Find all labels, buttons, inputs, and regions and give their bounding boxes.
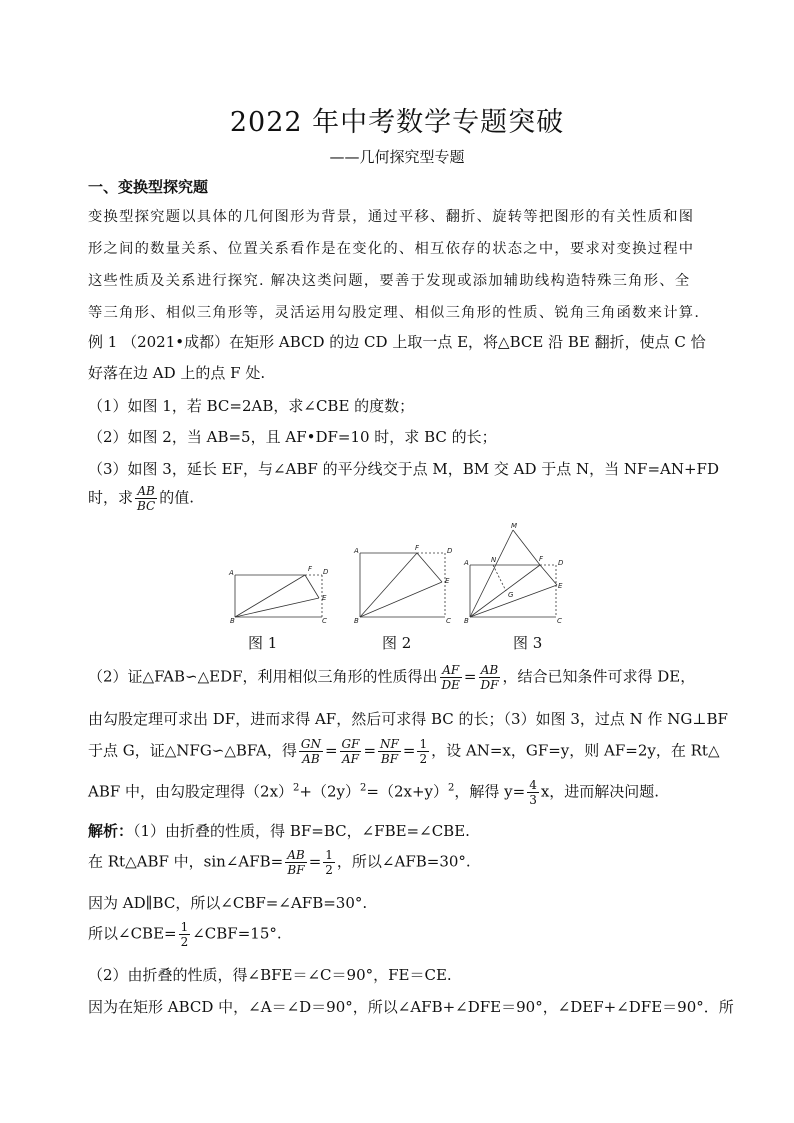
solution-line-1 xyxy=(88,820,470,841)
one-half-fraction xyxy=(323,848,335,877)
section-heading: 一、变换型探究题 xyxy=(88,178,209,196)
figure-2-caption: 图 2 xyxy=(382,634,412,652)
hint-text: 于点 G，证△NFG∽△BFA，得 xyxy=(88,741,297,760)
nf-over-bf-fraction xyxy=(378,737,401,766)
figure-3-caption: 图 3 xyxy=(513,634,543,652)
ab-over-df-fraction xyxy=(479,663,501,692)
page-title: 2022 年中考数学专题突破 xyxy=(229,107,565,138)
fig3-label-b: B xyxy=(464,617,469,625)
hint-text: ，结合已知条件可求得 DE， xyxy=(502,667,696,686)
q3-prefix: 时，求 xyxy=(88,488,134,507)
solution-line-3: 因为 AD∥BC，所以∠CBF=∠AFB=30°. xyxy=(88,894,368,912)
fraction-numerator: NF xyxy=(380,737,399,751)
solution-text: ∠CBF=15°. xyxy=(192,924,282,943)
ab-over-bf-fraction xyxy=(285,848,306,877)
equals-sign: = xyxy=(363,741,377,760)
figure-3 xyxy=(463,522,564,625)
gf-over-af-fraction xyxy=(340,737,362,766)
question-3-line-1: （3）如图 3，延长 EF，与∠ABF 的平分线交于点 M，BM 交 AD 于点 N，当 NF=AN+FD xyxy=(88,460,719,478)
fraction-denominator: BC xyxy=(137,499,156,513)
fraction-numerator: AB xyxy=(287,848,305,862)
fraction-denominator: 2 xyxy=(419,752,428,766)
fraction-denominator: 2 xyxy=(180,935,189,949)
hint-text: +（2y） xyxy=(299,782,361,801)
fraction-denominator: AF xyxy=(342,752,359,766)
hint-line-1 xyxy=(88,663,695,692)
ab-over-bc-fraction xyxy=(135,484,157,513)
fraction-numerator: GN xyxy=(300,737,321,751)
fig1-label-e: E xyxy=(322,594,327,602)
hint-text: =（2x+y） xyxy=(366,782,449,801)
fraction-denominator: 2 xyxy=(325,863,333,877)
intro-line-1: 变换型探究题以具体的几何图形为背景，通过平移、翻折、旋转等把图形的有关性质和图 xyxy=(88,209,695,225)
equals-sign: = xyxy=(402,741,416,760)
hint-line-4 xyxy=(88,778,659,807)
fig2-label-c: C xyxy=(446,617,451,625)
solution-text: 所以∠CBE= xyxy=(88,924,177,943)
hint-line-2: 由勾股定理可求出 DF，进而求得 AF，然后可求得 BC 的长；（3）如图 3，过点 N 作 NG⊥BF xyxy=(88,710,728,728)
example-line-2: 好落在边 AD 上的点 F 处. xyxy=(88,364,266,382)
one-half-fraction xyxy=(417,737,429,766)
fig3-label-m: M xyxy=(511,522,518,530)
fig2-label-b: B xyxy=(354,617,359,625)
fraction-numerator: AB xyxy=(135,484,157,499)
solution-line-5: （2）由折叠的性质，得∠BFE＝∠C＝90°，FE＝CE. xyxy=(88,966,452,984)
gn-over-ab-fraction xyxy=(299,737,323,766)
solution-label: 解析： xyxy=(88,822,134,840)
fig1-label-d: D xyxy=(323,568,329,576)
af-over-de-fraction xyxy=(440,663,462,692)
exponent: 2 xyxy=(360,782,367,794)
fraction-denominator: BF xyxy=(287,863,305,877)
equals-sign: = xyxy=(324,741,338,760)
solution-text: 在 Rt△ABF 中，sin∠AFB= xyxy=(88,852,284,871)
fig2-label-a: A xyxy=(354,547,359,555)
hint-line-3 xyxy=(88,737,720,766)
fig2-label-f: F xyxy=(415,544,420,552)
solution-line-2 xyxy=(88,848,471,877)
question-3-line-2 xyxy=(88,484,194,513)
fig3-label-g: G xyxy=(508,591,514,599)
fraction-numerator: 1 xyxy=(325,848,333,862)
fig1-label-a: A xyxy=(229,569,234,577)
fig1-label-f: F xyxy=(308,565,313,573)
example-line-1: 例 1 （2021•成都）在矩形 ABCD 的边 CD 上取一点 E，将△BCE 沿 BE 翻折，使点 C 恰 xyxy=(88,333,706,351)
hint-text: ABF 中，由勾股定理得（2x） xyxy=(88,782,294,801)
equals-sign: = xyxy=(308,852,322,871)
solution-text: （1）由折叠的性质，得 BF=BC，∠FBE=∠CBE. xyxy=(133,822,470,840)
q3-suffix: 的值. xyxy=(159,488,195,507)
solution-line-6: 因为在矩形 ABCD 中，∠A＝∠D＝90°，所以∠AFB+∠DFE＝90°，∠DEF+∠DFE＝90°．所 xyxy=(88,998,734,1016)
fraction-numerator: AF xyxy=(440,663,462,678)
fig3-label-f: F xyxy=(539,555,544,563)
hint-text: ，设 AN=x，GF=y，则 AF=2y，在 Rt△ xyxy=(431,741,720,760)
fraction-denominator: AB xyxy=(302,752,320,766)
figure-2 xyxy=(353,544,453,625)
hint-text: （2）证△FAB∽△EDF，利用相似三角形的性质得出 xyxy=(88,667,438,686)
hint-text: x，进而解决问题. xyxy=(540,782,660,801)
exponent: 2 xyxy=(448,782,455,794)
intro-line-4: 等三角形、相似三角形等，灵活运用勾股定理、相似三角形的性质、锐角三角函数来计算. xyxy=(88,305,701,321)
figure-1 xyxy=(228,565,329,625)
fig1-label-c: C xyxy=(322,617,327,625)
exponent: 2 xyxy=(293,782,300,794)
intro-line-2: 形之间的数量关系、位置关系看作是在变化的、相互依存的状态之中，要求对变换过程中 xyxy=(88,241,695,257)
hint-text: ，解得 y= xyxy=(454,782,526,801)
fraction-numerator: AB xyxy=(479,663,501,678)
fraction-denominator: BF xyxy=(380,752,399,766)
question-2: （2）如图 2，当 AB=5，且 AF•DF=10 时，求 BC 的长； xyxy=(88,428,497,446)
fig3-label-n: N xyxy=(491,556,497,564)
fraction-numerator: 1 xyxy=(419,737,428,751)
fig1-label-b: B xyxy=(230,617,235,625)
page-subtitle: ——几何探究型专题 xyxy=(329,148,465,166)
fig3-label-d: D xyxy=(558,559,564,567)
fraction-numerator: 4 xyxy=(529,778,537,792)
fraction-denominator: DF xyxy=(480,678,499,692)
fig3-label-e: E xyxy=(558,582,563,590)
solution-line-4 xyxy=(88,920,282,949)
fraction-denominator: 3 xyxy=(529,793,537,807)
figure-1-caption: 图 1 xyxy=(248,634,278,652)
fraction-numerator: 1 xyxy=(180,920,189,934)
question-1: （1）如图 1，若 BC=2AB，求∠CBE 的度数； xyxy=(88,397,415,415)
solution-text: ，所以∠AFB=30°. xyxy=(336,852,471,871)
one-half-fraction xyxy=(179,920,191,949)
four-thirds-fraction xyxy=(527,778,539,807)
fig3-label-a: A xyxy=(464,559,469,567)
fig2-label-e: E xyxy=(445,577,450,585)
intro-line-3: 这些性质及关系进行探究. 解决这类问题，要善于发现或添加辅助线构造特殊三角形、全 xyxy=(88,273,691,289)
fraction-numerator: GF xyxy=(341,737,360,751)
fig3-label-c: C xyxy=(557,617,562,625)
fraction-denominator: DE xyxy=(441,678,460,692)
equals-sign: = xyxy=(463,667,477,686)
fig2-label-d: D xyxy=(447,547,453,555)
